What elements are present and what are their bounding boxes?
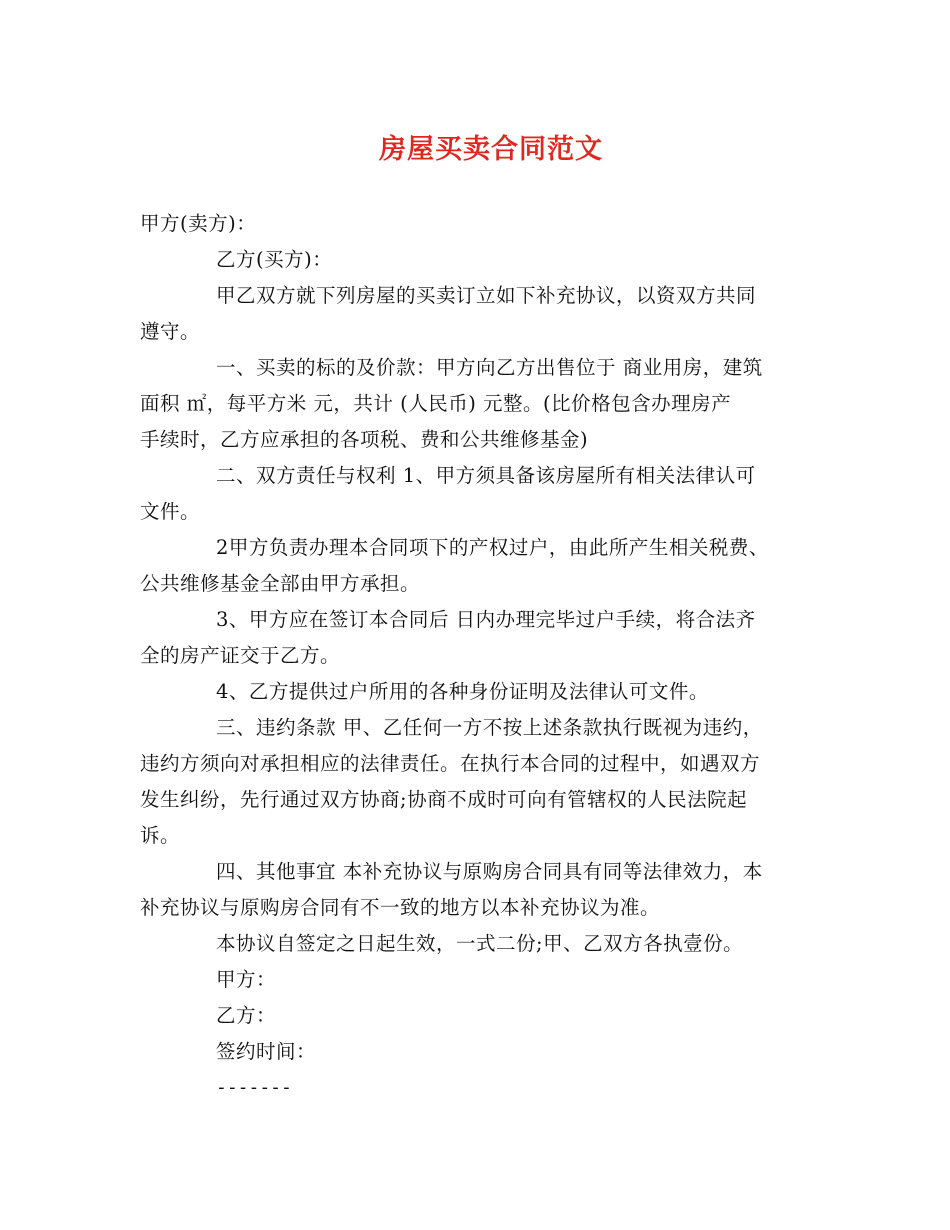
body-line: 乙方： — [216, 1004, 277, 1027]
body-line: 三、违约条款 甲、乙任何一方不按上述条款执行既视为违约， — [216, 716, 763, 739]
body-line: 4、乙方提供过户所用的各种身份证明及法律认可文件。 — [216, 680, 709, 703]
body-line: 全的房产证交于乙方。 — [140, 644, 341, 667]
body-line: 面积 ㎡，每平方米 元，共计 (人民币) 元整。(比价格包含办理房产 — [140, 392, 732, 415]
body-line: 3、甲方应在签订本合同后 日内办理完毕过户手续，将合法齐 — [216, 608, 756, 631]
body-line: 四、其他事宜 本补充协议与原购房合同具有同等法律效力，本 — [216, 860, 763, 883]
body-line: 文件。 — [140, 500, 201, 523]
body-line: 乙方(买方)： — [216, 248, 333, 271]
body-line: 违约方须向对承担相应的法律责任。在执行本合同的过程中，如遇双方 — [140, 752, 761, 775]
dash-separator: ------- — [216, 1077, 292, 1098]
body-line: 诉。 — [140, 824, 181, 847]
body-line: 签约时间： — [216, 1040, 317, 1063]
body-line: 本协议自签定之日起生效，一式二份;甲、乙双方各执壹份。 — [216, 932, 744, 955]
body-line: 甲乙双方就下列房屋的买卖订立如下补充协议，以资双方共同 — [216, 284, 757, 307]
body-line: 发生纠纷，先行通过双方协商;协商不成时可向有管辖权的人民法院起 — [140, 788, 748, 811]
document-title: 房屋买卖合同范文 — [379, 134, 603, 165]
body-line: 甲方(卖方)： — [140, 212, 257, 235]
body-line: 补充协议与原购房合同有不一致的地方以本补充协议为准。 — [140, 896, 661, 919]
body-line: 二、双方责任与权利 1、甲方须具备该房屋所有相关法律认可 — [216, 464, 756, 487]
body-line: 一、买卖的标的及价款：甲方向乙方出售位于 商业用房，建筑 — [216, 356, 763, 379]
body-line: 手续时，乙方应承担的各项税、费和公共维修基金) — [140, 428, 589, 451]
body-line: 遵守。 — [140, 320, 201, 343]
body-line: 甲方： — [216, 968, 277, 991]
document-body — [140, 206, 842, 1070]
body-line: 2甲方负责办理本合同项下的产权过户，由此所产生相关税费、 — [216, 536, 769, 559]
body-line: 公共维修基金全部由甲方承担。 — [140, 572, 421, 595]
